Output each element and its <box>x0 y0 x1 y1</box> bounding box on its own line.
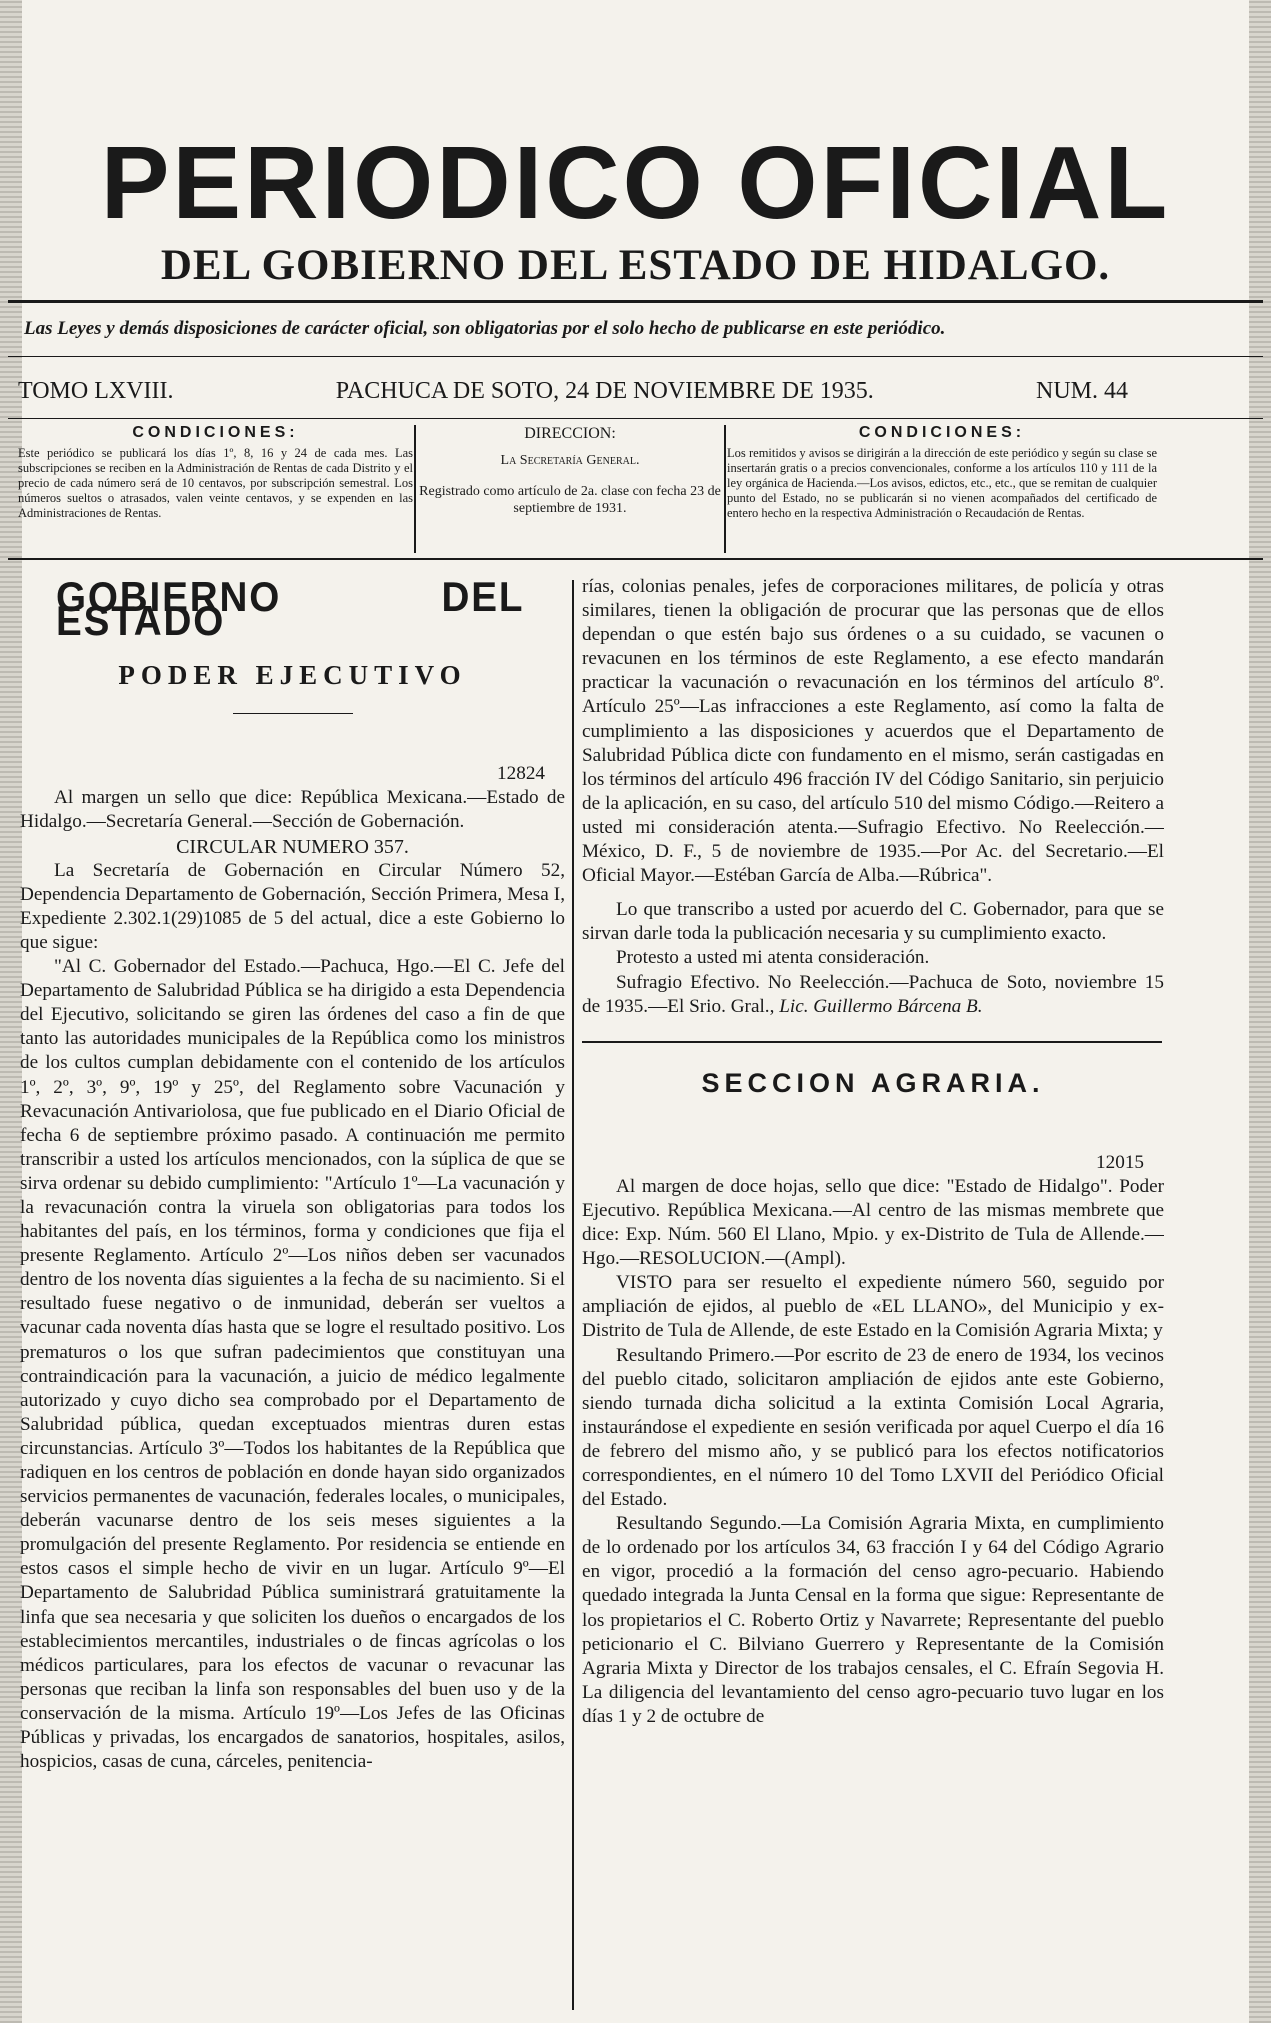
paragraph: "Al C. Gobernador del Estado.—Pachuca, Hgo.—El C. Jefe del Departamento de Salubridad Pública se ha dirigido a esta Dependencia del Ejecutivo, solicitando se giren las órdenes del caso a fin de que tanto las autoridades municipales de la República como los ministros de los cultos cumplan debidamente con el contenido de los artículos 1º, 2º, 3º, 9º, 19º y 25º, del Reglamento sobre Vacunación y Revacunación Antivariolosa, que fue publicado en el Diario Oficial de fecha 6 de septiembre próximo pasado. A continuación me permito transcribir a usted los artículos mencionados, con la súplica de que se sirva ordenar su debido cumplimiento: "Artículo 1º—La vacunación y la revacunación contra la viruela son obligatorias para todos los habitantes del país, en los términos, forma y condiciones que fija el presente Reglamento. Artículo 2º—Los niños deben ser vacunados dentro de los noventa días siguientes a la fecha de su nacimiento. Si el resultado fuese negativo o de inmunidad, deberán ser vueltos a vacunar cada noventa días hasta que se logre el resultado positivo. Los prematuros o los que sufran padecimientos que constituyan una contraindicación para la vacunación, a juicio de médico legalmente autorizado y cuyo dicho sea comprobado por el Departamento de Salubridad pública, quedan exceptuados mientras duren estas circunstancias. Artículo 3º—Todos los habitantes de la República que radiquen en los centros de población en donde hayan sido organizados servicios permanentes de vacunación, federales locales, o municipales, deberán vacunarse dentro de los seis meses siguientes a la promulgación del presente Reglamento. Por residencia se entiende en estos casos el simple hecho de vivir en un lugar. Artículo 9º—El Departamento de Salubridad Pública suministrará gratuitamente la linfa que sea necesaria y que soliciten los dueños o encargados de los establecimientos mercantiles, industriales o de fincas agrícolas o los médicos particulares, para los efectos de vacunar o revacunar las personas que reciban la linfa son responsables del buen uso y de la conservación de la misma. Artículo 19º—Los Jefes de las Oficinas Públicas y privadas, los encargados de sanatorios, hospitales, asilos, hospicios, casas de cuna, cárceles, penitencia- <box>20 956 565 1773</box>
direction-title: DIRECCION: <box>524 425 616 442</box>
issue-line <box>18 378 1128 405</box>
section-title-agraria: SECCION AGRARIA. <box>701 1067 1045 1098</box>
paragraph: Protesto a usted mi atenta consideración. <box>616 947 930 969</box>
paragraph: VISTO para ser resuelto el expediente número 560, seguido por ampliación de ejidos, al pueblo de «EL LLANO», del Municipio y ex-Distrito de Tula de Allende, de este Estado en la Comisión Agraria Mixta; y <box>582 1272 1164 1342</box>
issue-number: NUM. 44 <box>1035 378 1128 404</box>
issue-tomo: TOMO LXVIII. <box>18 378 174 404</box>
masthead-rule <box>8 300 1263 303</box>
signature-paragraph <box>582 971 1164 1019</box>
column-divider <box>572 580 574 2010</box>
section-title-gobierno: GOBIERNO DEL ESTADO <box>56 575 525 645</box>
subsection-title-poder-ejecutivo: PODER EJECUTIVO <box>118 660 467 691</box>
box-divider-2 <box>724 425 726 553</box>
paragraph: Resultando Segundo.—La Comisión Agraria Mixta, en cumplimiento de lo ordenado por los artículos 34, 63 fracción I y 64 del Código Agrario en vigor, procedió a la formación del censo agro-pecuario. Habiendo quedado integrada la Junta Censal en la forma que sigue: Representante de los propietarios el C. Roberto Ortiz y Navarrete; Representante del pueblo peticionario el C. Bilviano Guerrero y Representante de la Comisión Agraria Mixta y Director de los trabajos censales, el C. Efraín Segovia H. La diligencia del levantamiento del censo agro-pecuario tuvo lugar en los días 1 y 2 de octubre de <box>582 1513 1164 1727</box>
conditions-box-left <box>18 425 413 552</box>
legal-notice: Las Leyes y demás disposiciones de carácter oficial, son obligatorias por el solo hecho de publicarse en este periódico. <box>24 318 946 339</box>
box-divider-1 <box>414 425 416 553</box>
signer-name: Lic. Guillermo Bárcena B. <box>779 995 983 1017</box>
paragraph: rías, colonias penales, jefes de corporaciones militares, de policía y otras similares, tienen la obligación de procurar que las personas que de ellos dependan o que estén bajo sus órdenes o a su cuidado, se vacunen o revacunen en los términos de este Reglamento, a ese efecto mandarán practicar la vacunación o revacunación en los términos del artículo 8º. Artículo 25º—Las infracciones a este Reglamento, así como la falta de cumplimiento a las disposiciones y acuerdos que el Departamento de Salubridad Pública dicte con fundamento en el mismo, serán castigadas en los términos del artículo 496 fracción IV del Código Sanitario, sin perjuicio de la aplicación, en su caso, del artículo 510 del mismo Código.—Reitero a usted mi consideración atenta.—Sufragio Efectivo. No Reelección.—México, D. F., 5 de noviembre de 1935.—Por Ac. del Secretario.—El Oficial Mayor.—Estéban García de Alba.—Rúbrica". <box>582 576 1164 887</box>
reference-number: 12824 <box>497 763 545 785</box>
notice-rule <box>8 356 1263 357</box>
conditions-left-title: CONDICIONES: <box>132 425 299 441</box>
paragraph: La Secretaría de Gobernación en Circular Número 52, Dependencia Departamento de Gobernación, Sección Primera, Mesa I, Expediente 2.302.1(29)1085 de 5 del actual, dice a este Gobierno lo que sigue: <box>20 859 565 953</box>
paragraph: Resultando Primero.—Por escrito de 23 de enero de 1934, los vecinos del pueblo citado, solicitaron ampliación de ejidos ante este Gobierno, siendo turnada dicha solicitud a la extinta Comisión Local Agraria, instaurándose el expediente en sesión verificada por aquel Cuerpo el día 16 de febrero del mismo año, y se publicó para los efectos notificatorios correspondientes, en el número 10 del Tomo LXVII del Periódico Oficial del Estado. <box>582 1344 1164 1511</box>
conditions-right-text: Los remitidos y avisos se dirigirán a la dirección de este periódico y según su clase se insertarán gratis o a precios convencionales, conforme a los artículos 110 y 111 de la ley orgánica de Hacienda.—Los avisos, edictos, etc., etc., que se remitan de cualquier punto del Estado, no se publicarán si no vienen acompañados del certificado de entero hecho en la respectiva Administración o Recaudación de Rentas. <box>727 446 1157 520</box>
paragraph: Lo que transcribo a usted por acuerdo del C. Gobernador, para que se sirvan darle toda la publicación necesaria y su cumplimiento exacto. <box>582 899 1164 945</box>
paragraph: Al margen de doce hojas, sello que dice: "Estado de Hidalgo". Poder Ejecutivo. República Mexicana.—Al centro de las mismas membrete que dice: Exp. Núm. 560 El Llano, Mpio. y ex-Distrito de Tula de Allende.—Hgo.—RESOLUCION.—(Ampl). <box>582 1175 1164 1270</box>
newspaper-subtitle: DEL GOBIERNO DEL ESTADO DE HIDALGO. <box>160 242 1111 289</box>
issue-rule <box>8 418 1263 419</box>
direction-office: La Secretaría General. <box>500 453 640 468</box>
registration-note: Registrado como artículo de 2a. clase con fecha 23 de septiembre de 1931. <box>419 484 721 516</box>
masthead <box>8 125 1263 290</box>
boxes-rule <box>8 558 1263 560</box>
conditions-left-text: Este periódico se publicará los días 1º, 8, 16 y 24 de cada mes. Las subscripciones se reciben en la Administración de Rentas de cada Distrito y el precio de cada número será de 10 centavos, por subscripción semestral. Los números sueltos o atrasados, valen veinte centavos, y se expenden en las Administraciones de Rentas. <box>18 446 413 520</box>
section-separator <box>582 1041 1162 1043</box>
newspaper-title: PERIODICO OFICIAL <box>100 125 1171 240</box>
left-column <box>20 575 565 2015</box>
issue-place-date: PACHUCA DE SOTO, 24 DE NOVIEMBRE DE 1935. <box>335 378 874 404</box>
circular-heading: CIRCULAR NUMERO 357. <box>176 835 409 858</box>
short-rule <box>233 713 353 714</box>
signature-text: Sufragio Efectivo. No Reelección.—Pachuca de Soto, noviembre 15 de 1935.—El Srio. Gral., <box>582 971 1164 1017</box>
reference-number: 12015 <box>1096 1151 1144 1173</box>
paragraph: Al margen un sello que dice: República Mexicana.—Estado de Hidalgo.—Secretaría General.—Sección de Gobernación. <box>20 787 565 833</box>
scan-edge-left <box>0 0 22 2023</box>
scan-edge-right <box>1249 0 1271 2023</box>
conditions-right-title: CONDICIONES: <box>858 425 1026 441</box>
right-column <box>582 575 1164 1975</box>
conditions-box-right <box>727 425 1157 552</box>
direction-box <box>418 425 722 552</box>
